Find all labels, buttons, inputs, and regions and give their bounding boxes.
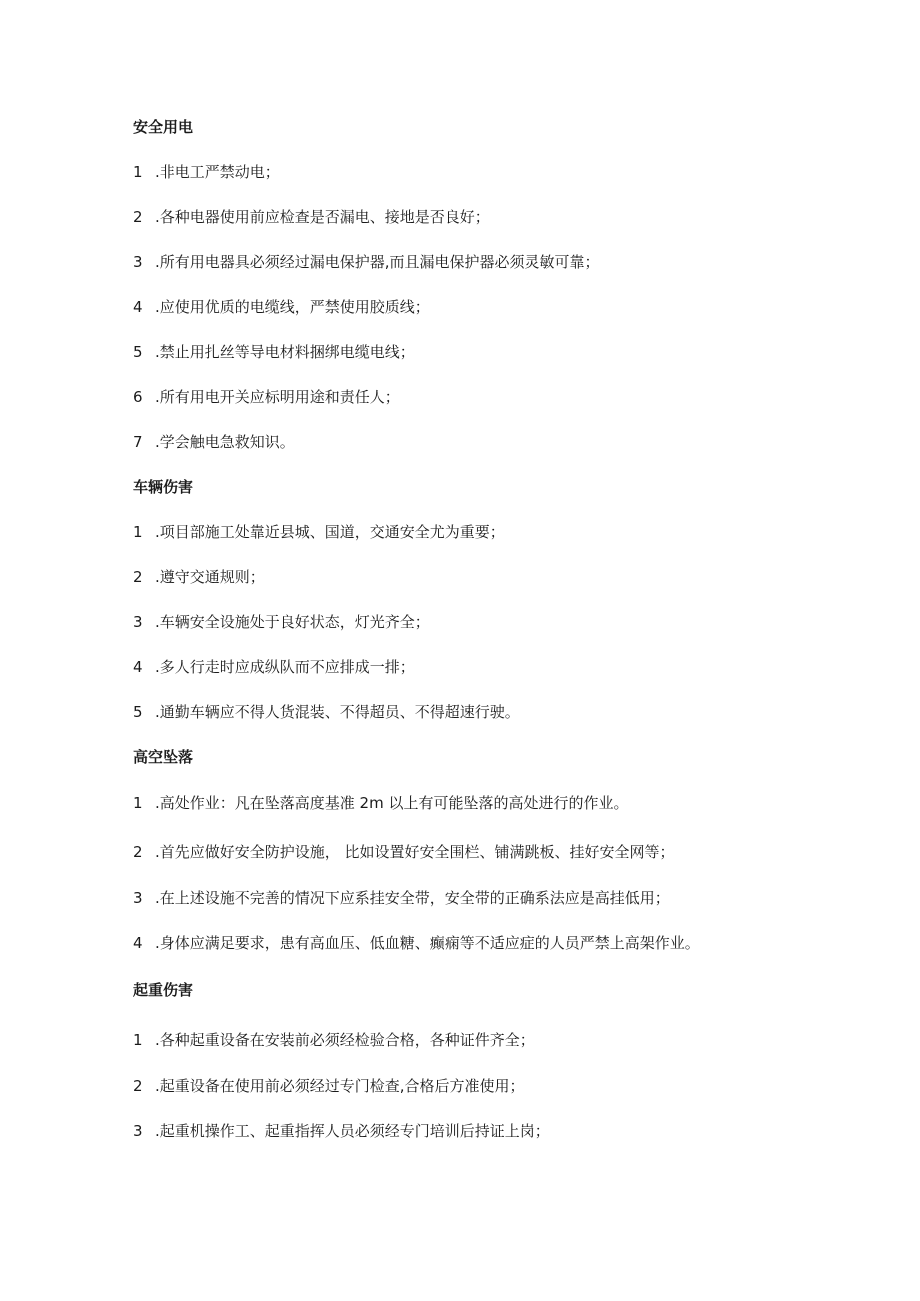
item-number: 5 — [133, 343, 143, 361]
item-text: .所有用电器具必须经过漏电保护器,而且漏电保护器必须灵敏可靠； — [155, 253, 600, 271]
list-item — [133, 567, 265, 587]
section-heading: 车辆伤害 — [133, 478, 194, 496]
list-item — [133, 793, 628, 813]
section-heading: 安全用电 — [133, 118, 194, 136]
list-item — [133, 702, 520, 722]
item-text: .起重设备在使用前必须经过专门检查,合格后方准使用； — [155, 1077, 525, 1095]
item-text: .首先应做好安全防护设施， 比如设置好安全围栏、铺满跳板、挂好安全网等； — [155, 843, 675, 861]
item-number: 6 — [133, 388, 143, 406]
item-text: .高处作业：凡在坠落高度基准 2m 以上有可能坠落的高处进行的作业。 — [155, 794, 629, 812]
item-text: .多人行走时应成纵队而不应排成一排； — [155, 658, 415, 676]
list-item — [133, 387, 400, 407]
list-item — [133, 342, 415, 362]
list-item — [133, 1121, 550, 1141]
item-number: 3 — [133, 889, 143, 907]
item-number: 3 — [133, 1122, 143, 1140]
item-number: 4 — [133, 298, 143, 316]
list-item — [133, 888, 670, 908]
item-number: 3 — [133, 613, 143, 631]
list-item — [133, 1076, 525, 1096]
item-text: .项目部施工处靠近县城、国道，交通安全尤为重要； — [155, 523, 505, 541]
item-number: 3 — [133, 253, 143, 271]
list-item — [133, 162, 280, 182]
item-number: 7 — [133, 433, 143, 451]
item-text: .起重机操作工、起重指挥人员必须经专门培训后持证上岗； — [155, 1122, 550, 1140]
section-heading: 起重伤害 — [133, 981, 194, 999]
list-item — [133, 1030, 535, 1050]
item-number: 1 — [133, 163, 143, 181]
item-text: .应使用优质的电缆线，严禁使用胶质线； — [155, 298, 430, 316]
list-item — [133, 842, 675, 862]
item-number: 4 — [133, 658, 143, 676]
item-text: .遵守交通规则； — [155, 568, 265, 586]
item-text: .所有用电开关应标明用途和责任人； — [155, 388, 400, 406]
item-text: .通勤车辆应不得人货混装、不得超员、不得超速行驶。 — [155, 703, 520, 721]
item-number: 5 — [133, 703, 143, 721]
item-number: 1 — [133, 794, 143, 812]
item-number: 1 — [133, 523, 143, 541]
item-text: .车辆安全设施处于良好状态，灯光齐全； — [155, 613, 430, 631]
item-text: .各种起重设备在安装前必须经检验合格，各种证件齐全； — [155, 1031, 535, 1049]
section-heading: 高空坠落 — [133, 748, 194, 766]
list-item — [133, 657, 415, 677]
item-number: 4 — [133, 934, 143, 952]
item-number: 2 — [133, 568, 143, 586]
item-number: 2 — [133, 1077, 143, 1095]
item-text: .各种电器使用前应检查是否漏电、接地是否良好； — [155, 208, 490, 226]
item-text: .非电工严禁动电； — [155, 163, 280, 181]
item-text: .学会触电急救知识。 — [155, 433, 295, 451]
item-number: 2 — [133, 208, 143, 226]
item-text: .身体应满足要求，患有高血压、低血糖、癫痫等不适应症的人员严禁上高架作业。 — [155, 934, 700, 952]
list-item — [133, 252, 600, 272]
list-item — [133, 612, 430, 632]
list-item — [133, 297, 430, 317]
item-number: 1 — [133, 1031, 143, 1049]
list-item — [133, 522, 505, 542]
item-number: 2 — [133, 843, 143, 861]
list-item — [133, 207, 490, 227]
list-item — [133, 432, 295, 452]
item-text: .在上述设施不完善的情况下应系挂安全带，安全带的正确系法应是高挂低用； — [155, 889, 670, 907]
list-item — [133, 933, 700, 953]
item-text: .禁止用扎丝等导电材料捆绑电缆电线； — [155, 343, 415, 361]
